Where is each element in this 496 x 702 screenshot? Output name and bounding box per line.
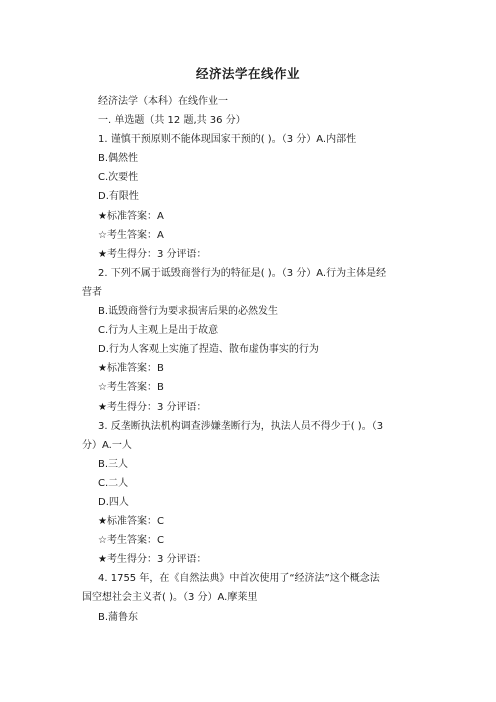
question-2-option-d: D.行为人客观上实施了捏造、散布虚伪事实的行为 [98, 344, 319, 356]
question-2-option-c: C.行为人主观上是出于故意 [98, 325, 219, 337]
question-2-student-answer: ☆考生答案：B [98, 382, 164, 394]
question-2-text: 2. 下列不属于诋毁商誉行为的特征是( )。（3 分）A.行为主体是经 [98, 267, 387, 279]
section-heading: 一. 单选题（共 12 题,共 36 分） [98, 115, 246, 127]
question-3-option-c: C.二人 [98, 477, 129, 489]
question-1-option-b: B.偶然性 [98, 153, 139, 165]
document-title: 经济法学在线作业 [195, 66, 300, 81]
question-1-score: ★考生得分：3 分评语： [98, 248, 207, 260]
question-3-standard-answer: ★标准答案：C [98, 516, 164, 528]
question-2-text-continued: 营者 [82, 286, 102, 298]
course-heading: 经济法学（本科）在线作业一 [98, 96, 228, 107]
question-2-standard-answer: ★标准答案：B [98, 363, 164, 375]
question-1-option-d: D.有限性 [98, 191, 139, 203]
question-3-option-b: B.三人 [98, 458, 129, 470]
question-1-option-c: C.次要性 [98, 172, 139, 184]
question-3-text-continued: 分）A.一人 [82, 439, 132, 451]
question-4-text: 4. 1755 年，在《自然法典》中首次使用了“经济法”这个概念法 [98, 573, 380, 585]
question-3-student-answer: ☆考生答案：C [98, 535, 164, 547]
question-3-option-d: D.四人 [98, 496, 129, 508]
document-body [82, 92, 422, 627]
question-2-option-b: B.诋毁商誉行为要求损害后果的必然发生 [98, 306, 279, 318]
question-3-score: ★考生得分：3 分评语： [98, 554, 207, 566]
question-1-student-answer: ☆考生答案：A [98, 229, 164, 241]
question-1-standard-answer: ★标准答案：A [98, 210, 164, 222]
question-1-text: 1. 谨慎干预原则不能体现国家干预的( )。（3 分）A.内部性 [98, 134, 357, 146]
question-3-text: 3. 反垄断执法机构调查涉嫌垄断行为，执法人员不得少于( )。（3 [98, 420, 384, 432]
question-2-score: ★考生得分：3 分评语： [98, 401, 207, 413]
question-4-option-b: B.蒲鲁东 [98, 611, 139, 623]
question-4-text-continued: 国空想社会主义者( )。（3 分）A.摩莱里 [82, 592, 258, 604]
